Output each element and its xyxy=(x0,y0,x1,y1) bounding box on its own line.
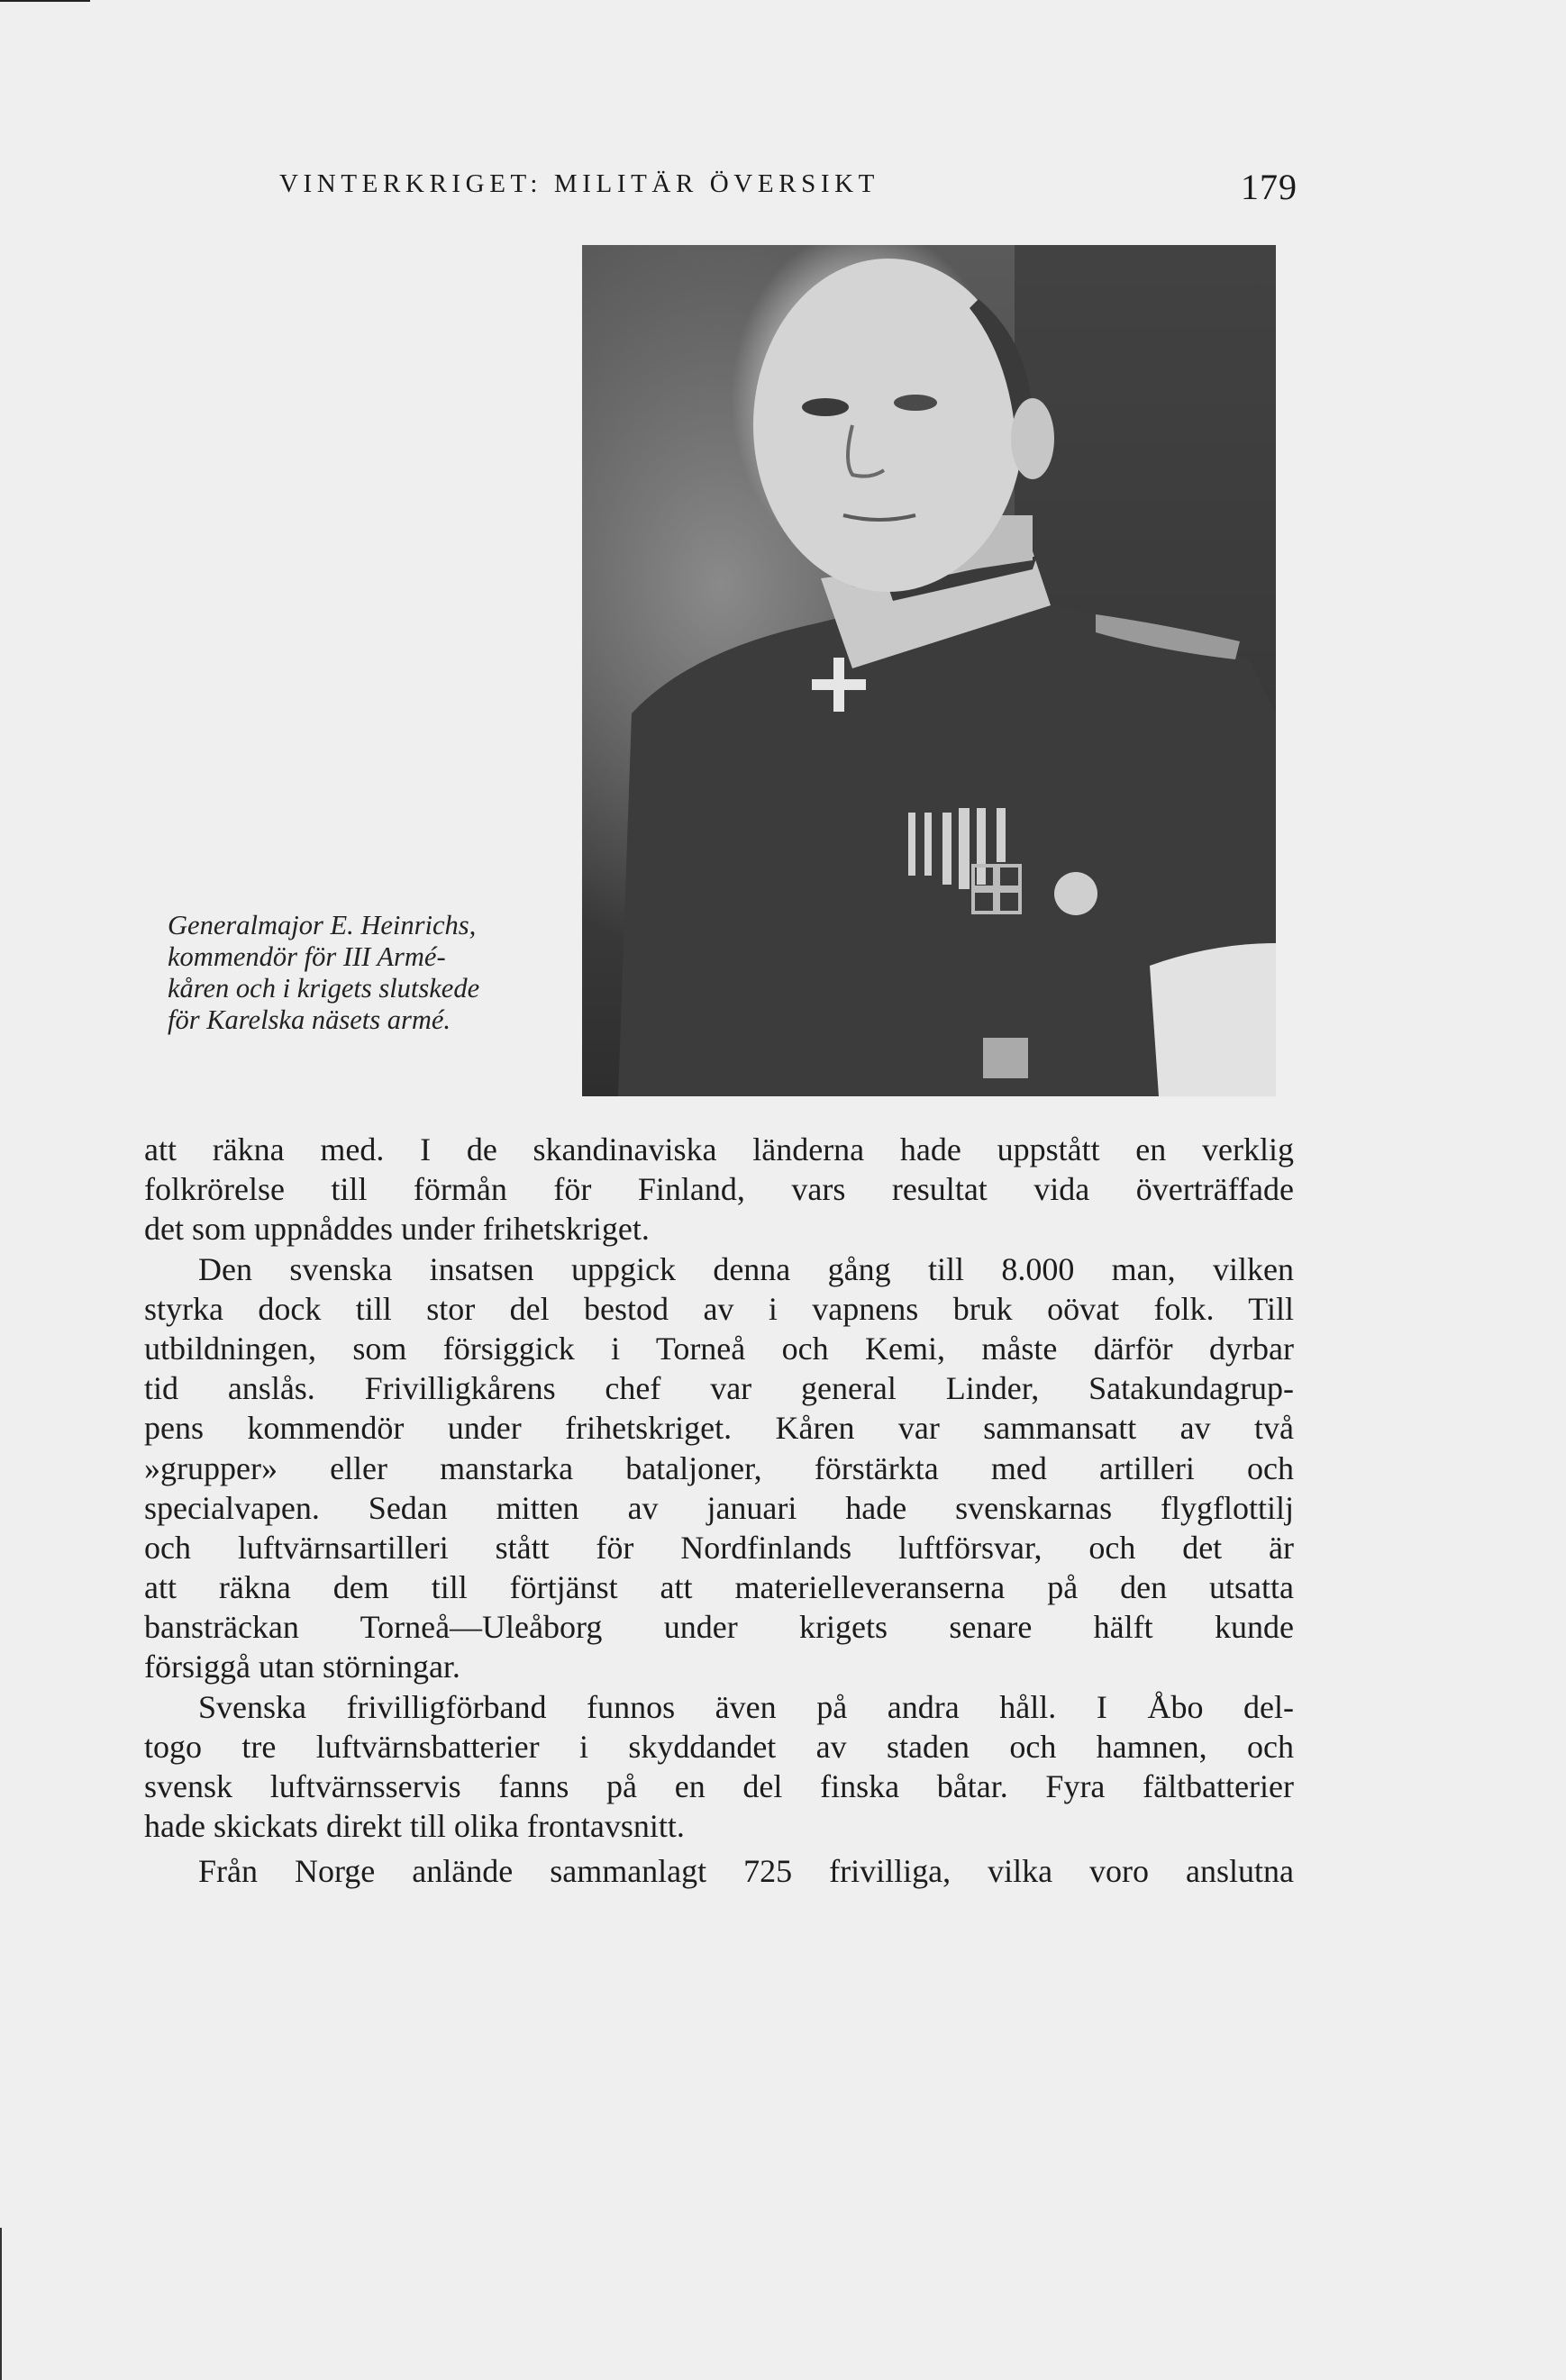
text-line: pens kommendör under frihetskriget. Kåren var sammansatt av två xyxy=(144,1410,1294,1447)
text-line: »grupper» eller manstarka bataljoner, förstärkta med artilleri och xyxy=(144,1449,1294,1486)
text-line: tid anslås. Frivilligkårens chef var general Linder, Satakundagrup- xyxy=(144,1370,1294,1407)
text-line: svensk luftvärnsservis fanns på en del finska båtar. Fyra fältbatterier xyxy=(144,1768,1294,1804)
running-title: VINTERKRIGET: MILITÄR ÖVERSIKT xyxy=(279,169,879,198)
paragraph xyxy=(144,1851,1294,1891)
caption-line: kommendör för III Armé- xyxy=(168,941,446,972)
text-line: styrka dock till stor del bestod av i vapnens bruk oövat folk. Till xyxy=(144,1290,1294,1327)
running-head xyxy=(279,169,1297,209)
portrait-illustration xyxy=(582,245,1276,1096)
caption-line: kåren och i krigets slutskede xyxy=(168,973,480,1004)
text-line: Svenska frivilligförband funnos även på andra håll. I Åbo del- xyxy=(198,1688,1294,1725)
body-text xyxy=(144,1130,1294,1892)
eye-left xyxy=(802,398,849,416)
text-line: försiggå utan störningar. xyxy=(144,1649,460,1685)
figure-caption xyxy=(168,910,564,1036)
text-line: hade skickats direkt till olika frontavsnitt. xyxy=(144,1808,685,1845)
ear xyxy=(1011,398,1054,479)
paragraph xyxy=(144,1130,1294,1249)
caption-line: för Karelska näsets armé. xyxy=(168,1004,451,1035)
caption-line: Generalmajor E. Heinrichs, xyxy=(168,910,477,940)
text-line: att räkna med. I de skandinaviska länderna hade uppstått en verklig xyxy=(144,1131,1294,1167)
text-line: det som uppnåddes under frihetskriget. xyxy=(144,1211,650,1248)
paragraph xyxy=(144,1687,1294,1847)
scan-edge-mark xyxy=(0,2228,2,2380)
armband xyxy=(1150,943,1276,1096)
scan-edge-mark xyxy=(0,0,90,2)
eye-right xyxy=(894,395,937,411)
star-medal xyxy=(1054,872,1097,915)
text-line: utbildningen, som försiggick i Torneå och Kemi, måste därför dyrbar xyxy=(144,1330,1294,1367)
text-line: togo tre luftvärnsbatterier i skyddandet av staden och hamnen, och xyxy=(144,1728,1294,1765)
text-line: bansträckan Torneå—Uleåborg under krigets senare hälft kunde xyxy=(144,1609,1294,1646)
text-line: Från Norge anlände sammanlagt 725 frivilliga, vilka voro anslutna xyxy=(198,1853,1294,1890)
portrait-photo xyxy=(582,245,1276,1096)
text-line: Den svenska insatsen uppgick denna gång till 8.000 man, vilken xyxy=(198,1250,1294,1287)
text-line: och luftvärnsartilleri stått för Nordfinlands luftförsvar, och det är xyxy=(144,1529,1294,1566)
breast-badge xyxy=(983,1038,1028,1078)
paragraph xyxy=(144,1249,1294,1687)
page-number: 179 xyxy=(1241,167,1297,207)
text-line: folkrörelse till förmån för Finland, vars resultat vida överträffade xyxy=(144,1171,1294,1208)
text-line: specialvapen. Sedan mitten av januari hade svenskarnas flygflottilj xyxy=(144,1489,1294,1526)
text-line: att räkna dem till förtjänst att materielleveranserna på den utsatta xyxy=(144,1569,1294,1606)
